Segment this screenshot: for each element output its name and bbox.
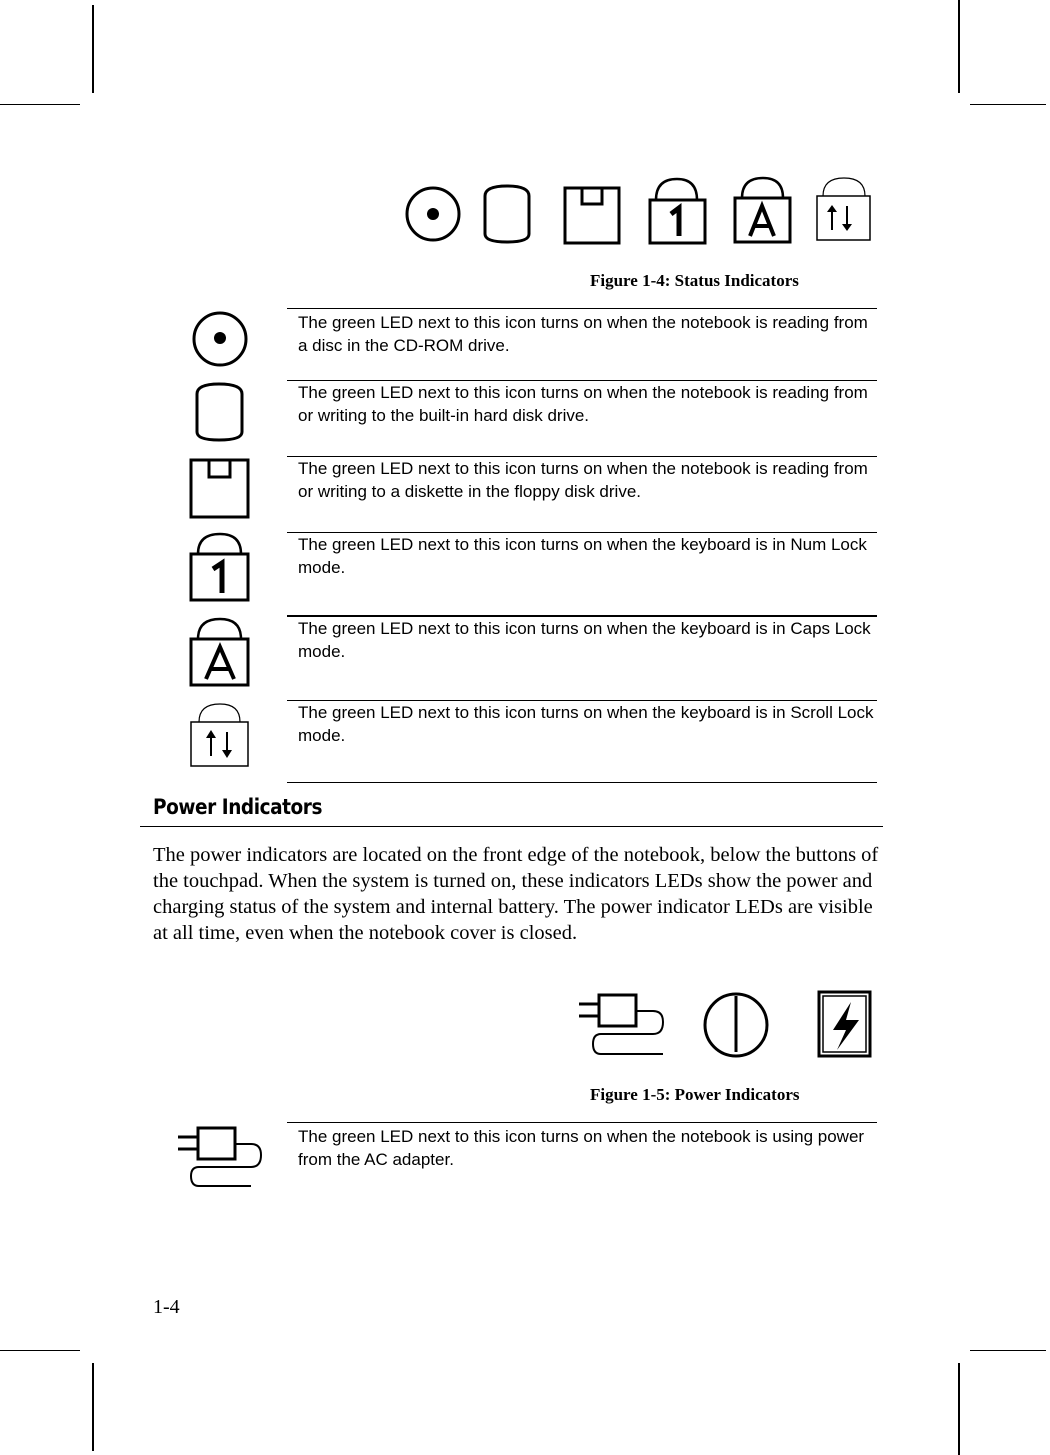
num-lock-icon	[189, 532, 251, 609]
crop-mark	[92, 1363, 94, 1451]
row-divider	[287, 1122, 877, 1123]
crop-mark	[958, 1363, 960, 1455]
cd-rom-icon	[407, 188, 459, 240]
battery-charge-icon	[819, 992, 870, 1056]
status-description: The green LED next to this icon turns on when the keyboard is in Num Lock mode.	[298, 535, 867, 577]
crop-mark	[970, 104, 1046, 105]
status-indicators-figure	[400, 172, 880, 252]
crop-mark	[958, 0, 960, 93]
crop-mark	[0, 1350, 80, 1351]
status-description: The green LED next to this icon turns on when the keyboard is in Caps Lock mode.	[298, 619, 871, 661]
row-divider	[287, 782, 877, 783]
status-description: The green LED next to this icon turns on when the notebook is reading from or writing to the built-in hard disk drive.	[298, 383, 868, 425]
figure-caption: Figure 1-5: Power Indicators	[590, 1085, 800, 1104]
cd-rom-icon	[190, 310, 250, 375]
caps-lock-icon	[735, 178, 790, 242]
section-rule	[140, 826, 883, 827]
crop-mark	[970, 1350, 1046, 1351]
status-description: The green LED next to this icon turns on when the keyboard is in Scroll Lock mode.	[298, 703, 874, 745]
ac-adapter-icon	[175, 1122, 267, 1199]
row-divider	[287, 308, 877, 309]
hard-disk-icon	[485, 186, 529, 242]
num-lock-icon	[650, 179, 705, 243]
scroll-lock-icon	[189, 702, 251, 773]
power-indicators-figure	[575, 988, 880, 1060]
section-body: The power indicators are located on the front edge of the notebook, below the buttons of the touchpad. When the system is turned on, these indicators LEDs show the power and charging status of the system and internal battery. The power indicator LEDs are visible at all time, even when the notebook cover is closed.	[153, 844, 879, 944]
floppy-disk-icon	[565, 188, 619, 243]
status-description: The green LED next to this icon turns on when the notebook is reading from a disc in the CD-ROM drive.	[298, 313, 868, 355]
crop-mark	[0, 104, 80, 105]
hard-disk-icon	[194, 382, 248, 447]
crop-mark	[92, 5, 94, 93]
floppy-disk-icon	[189, 458, 251, 525]
page-number: 1-4	[153, 1296, 180, 1318]
power-icon	[705, 994, 767, 1056]
power-description: The green LED next to this icon turns on when the notebook is using power from the AC adapter.	[298, 1127, 865, 1169]
ac-adapter-icon	[579, 995, 663, 1054]
figure-caption: Figure 1-4: Status Indicators	[590, 271, 799, 290]
caps-lock-icon	[189, 617, 251, 694]
scroll-lock-icon	[817, 178, 870, 240]
status-description: The green LED next to this icon turns on when the notebook is reading from or writing to a diskette in the floppy disk drive.	[298, 459, 868, 501]
section-heading: Power Indicators	[153, 795, 323, 819]
